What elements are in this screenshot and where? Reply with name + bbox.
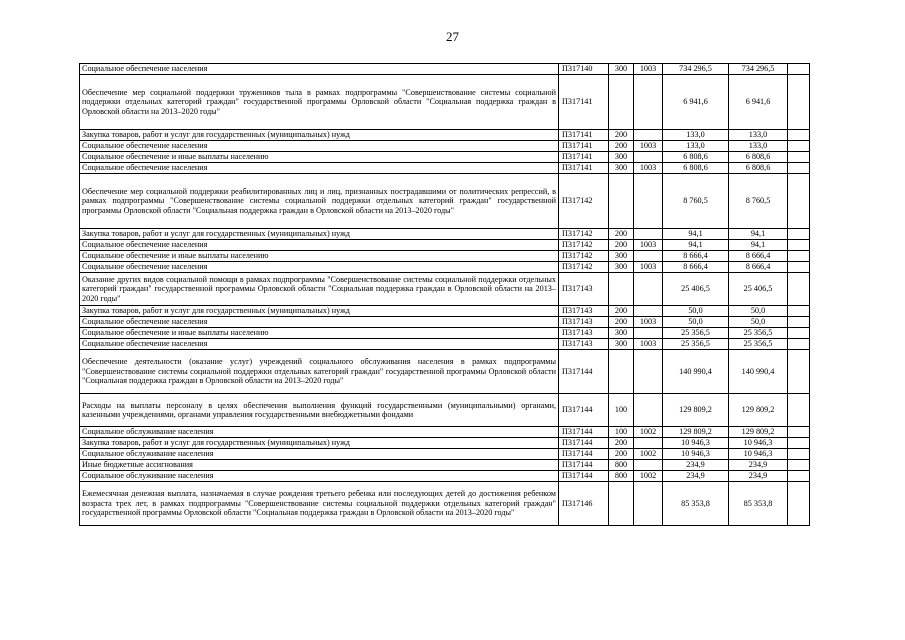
row-extra-cell bbox=[788, 251, 810, 262]
row-expense-type-cell: 200 bbox=[609, 317, 634, 328]
row-expense-type-cell: 300 bbox=[609, 328, 634, 339]
row-amount-cell: 133,0 bbox=[729, 141, 788, 152]
row-amount-cell: 85 353,8 bbox=[663, 482, 729, 526]
row-section-cell: 1003 bbox=[634, 141, 663, 152]
row-amount-cell: 50,0 bbox=[729, 317, 788, 328]
row-section-cell bbox=[634, 152, 663, 163]
row-amount-cell: 6 808,6 bbox=[663, 152, 729, 163]
row-section-cell bbox=[634, 306, 663, 317]
row-expense-type-cell: 100 bbox=[609, 427, 634, 438]
row-expense-type-cell bbox=[609, 350, 634, 394]
row-amount-cell: 133,0 bbox=[663, 130, 729, 141]
row-extra-cell bbox=[788, 174, 810, 229]
table-body bbox=[80, 64, 810, 526]
row-amount-cell: 50,0 bbox=[663, 306, 729, 317]
row-amount-cell: 94,1 bbox=[729, 229, 788, 240]
row-code-cell: П317144 bbox=[559, 427, 609, 438]
table-row bbox=[80, 471, 810, 482]
row-expense-type-cell bbox=[609, 75, 634, 130]
row-extra-cell bbox=[788, 449, 810, 460]
row-amount-cell: 50,0 bbox=[663, 317, 729, 328]
row-expense-type-cell: 800 bbox=[609, 471, 634, 482]
row-expense-type-cell: 200 bbox=[609, 449, 634, 460]
row-extra-cell bbox=[788, 240, 810, 251]
table-row bbox=[80, 141, 810, 152]
row-code-cell: П317143 bbox=[559, 328, 609, 339]
row-section-cell bbox=[634, 328, 663, 339]
row-code-cell: П317144 bbox=[559, 471, 609, 482]
row-code-cell: П317141 bbox=[559, 130, 609, 141]
row-amount-cell: 234,9 bbox=[663, 460, 729, 471]
row-name-cell: Закупка товаров, работ и услуг для государственных (муниципальных) нужд bbox=[80, 306, 559, 317]
row-expense-type-cell: 300 bbox=[609, 163, 634, 174]
row-code-cell: П317143 bbox=[559, 317, 609, 328]
row-expense-type-cell: 300 bbox=[609, 251, 634, 262]
table-row bbox=[80, 427, 810, 438]
row-expense-type-cell bbox=[609, 174, 634, 229]
row-extra-cell bbox=[788, 482, 810, 526]
row-code-cell: П317143 bbox=[559, 306, 609, 317]
table-row bbox=[80, 449, 810, 460]
row-code-cell: П317142 bbox=[559, 251, 609, 262]
row-name-cell: Социальное обеспечение населения bbox=[80, 163, 559, 174]
row-expense-type-cell: 300 bbox=[609, 64, 634, 75]
row-extra-cell bbox=[788, 130, 810, 141]
row-amount-cell: 10 946,3 bbox=[729, 449, 788, 460]
table-row bbox=[80, 174, 810, 229]
row-amount-cell: 234,9 bbox=[663, 471, 729, 482]
table-row bbox=[80, 460, 810, 471]
row-amount-cell: 25 356,5 bbox=[663, 339, 729, 350]
table-row bbox=[80, 317, 810, 328]
row-amount-cell: 25 406,5 bbox=[729, 273, 788, 306]
row-expense-type-cell: 200 bbox=[609, 438, 634, 449]
row-name-cell: Закупка товаров, работ и услуг для государственных (муниципальных) нужд bbox=[80, 130, 559, 141]
row-name-cell: Обеспечение мер социальной поддержки реабилитированных лиц и лиц, признанных пострадавшими от политических репрессий, в рамках подпрограммы "Совершенствование системы социальной поддержки отдельных категорий граждан" государственной программы Орловской области "Социальная поддержка граждан в Орловской области на 2013–2020 годы" bbox=[80, 174, 559, 229]
row-amount-cell: 129 809,2 bbox=[729, 394, 788, 427]
table-row bbox=[80, 64, 810, 75]
row-code-cell: П317144 bbox=[559, 438, 609, 449]
row-amount-cell: 25 406,5 bbox=[663, 273, 729, 306]
table-row bbox=[80, 163, 810, 174]
row-name-cell: Социальное обеспечение населения bbox=[80, 262, 559, 273]
row-name-cell: Социальное обеспечение населения bbox=[80, 141, 559, 152]
row-code-cell: П317146 bbox=[559, 482, 609, 526]
row-code-cell: П317141 bbox=[559, 141, 609, 152]
row-amount-cell: 734 296,5 bbox=[729, 64, 788, 75]
row-code-cell: П317142 bbox=[559, 240, 609, 251]
row-section-cell: 1002 bbox=[634, 449, 663, 460]
row-amount-cell: 25 356,5 bbox=[729, 328, 788, 339]
row-name-cell: Социальное обеспечение населения bbox=[80, 240, 559, 251]
row-extra-cell bbox=[788, 339, 810, 350]
row-expense-type-cell: 100 bbox=[609, 394, 634, 427]
row-extra-cell bbox=[788, 75, 810, 130]
row-amount-cell: 10 946,3 bbox=[729, 438, 788, 449]
row-amount-cell: 10 946,3 bbox=[663, 449, 729, 460]
row-section-cell: 1003 bbox=[634, 64, 663, 75]
row-section-cell bbox=[634, 394, 663, 427]
row-extra-cell bbox=[788, 317, 810, 328]
row-amount-cell: 50,0 bbox=[729, 306, 788, 317]
row-expense-type-cell: 200 bbox=[609, 240, 634, 251]
row-section-cell bbox=[634, 460, 663, 471]
row-code-cell: П317140 bbox=[559, 64, 609, 75]
row-expense-type-cell: 200 bbox=[609, 229, 634, 240]
row-amount-cell: 8 666,4 bbox=[663, 262, 729, 273]
row-expense-type-cell: 200 bbox=[609, 141, 634, 152]
row-amount-cell: 133,0 bbox=[663, 141, 729, 152]
row-section-cell bbox=[634, 251, 663, 262]
row-section-cell bbox=[634, 350, 663, 394]
row-code-cell: П317142 bbox=[559, 262, 609, 273]
table-row bbox=[80, 482, 810, 526]
row-code-cell: П317143 bbox=[559, 273, 609, 306]
row-amount-cell: 94,1 bbox=[729, 240, 788, 251]
row-name-cell: Социальное обслуживание населения bbox=[80, 471, 559, 482]
row-section-cell bbox=[634, 174, 663, 229]
table-row bbox=[80, 130, 810, 141]
row-expense-type-cell: 300 bbox=[609, 339, 634, 350]
row-code-cell: П317141 bbox=[559, 152, 609, 163]
row-expense-type-cell: 300 bbox=[609, 152, 634, 163]
row-extra-cell bbox=[788, 262, 810, 273]
row-amount-cell: 94,1 bbox=[663, 229, 729, 240]
row-expense-type-cell: 200 bbox=[609, 130, 634, 141]
table-row bbox=[80, 229, 810, 240]
row-name-cell: Социальное обеспечение и иные выплаты населению bbox=[80, 152, 559, 163]
row-extra-cell bbox=[788, 438, 810, 449]
row-extra-cell bbox=[788, 394, 810, 427]
row-extra-cell bbox=[788, 229, 810, 240]
table-row bbox=[80, 394, 810, 427]
row-section-cell: 1002 bbox=[634, 471, 663, 482]
row-section-cell: 1003 bbox=[634, 163, 663, 174]
table-row bbox=[80, 339, 810, 350]
row-extra-cell bbox=[788, 152, 810, 163]
row-section-cell bbox=[634, 75, 663, 130]
row-section-cell bbox=[634, 438, 663, 449]
row-code-cell: П317141 bbox=[559, 75, 609, 130]
row-extra-cell bbox=[788, 471, 810, 482]
row-name-cell: Расходы на выплаты персоналу в целях обеспечения выполнения функций государственными (муниципальными) органами, казенными учреждениями, органами управления государственными внебюджетными фондами bbox=[80, 394, 559, 427]
row-section-cell bbox=[634, 273, 663, 306]
table-row bbox=[80, 240, 810, 251]
row-expense-type-cell: 200 bbox=[609, 306, 634, 317]
row-amount-cell: 129 809,2 bbox=[729, 427, 788, 438]
row-extra-cell bbox=[788, 273, 810, 306]
row-amount-cell: 8 666,4 bbox=[729, 262, 788, 273]
row-amount-cell: 10 946,3 bbox=[663, 438, 729, 449]
row-extra-cell bbox=[788, 141, 810, 152]
row-amount-cell: 6 808,6 bbox=[729, 152, 788, 163]
row-amount-cell: 234,9 bbox=[729, 460, 788, 471]
row-extra-cell bbox=[788, 427, 810, 438]
row-amount-cell: 25 356,5 bbox=[663, 328, 729, 339]
table-row bbox=[80, 251, 810, 262]
row-extra-cell bbox=[788, 163, 810, 174]
row-name-cell: Иные бюджетные ассигнования bbox=[80, 460, 559, 471]
row-code-cell: П317143 bbox=[559, 339, 609, 350]
row-section-cell: 1002 bbox=[634, 427, 663, 438]
row-amount-cell: 140 990,4 bbox=[729, 350, 788, 394]
row-amount-cell: 129 809,2 bbox=[663, 427, 729, 438]
row-name-cell: Закупка товаров, работ и услуг для государственных (муниципальных) нужд bbox=[80, 229, 559, 240]
row-amount-cell: 8 666,4 bbox=[663, 251, 729, 262]
table-row bbox=[80, 328, 810, 339]
row-amount-cell: 734 296,5 bbox=[663, 64, 729, 75]
row-amount-cell: 140 990,4 bbox=[663, 350, 729, 394]
row-extra-cell bbox=[788, 306, 810, 317]
table-row bbox=[80, 262, 810, 273]
budget-table bbox=[79, 63, 810, 526]
row-amount-cell: 6 808,6 bbox=[729, 163, 788, 174]
row-code-cell: П317144 bbox=[559, 394, 609, 427]
row-name-cell: Социальное обеспечение и иные выплаты населению bbox=[80, 251, 559, 262]
row-section-cell: 1003 bbox=[634, 317, 663, 328]
row-name-cell: Обеспечение деятельности (оказание услуг) учреждений социального обслуживания населения в рамках подпрограммы "Совершенствование системы социальной поддержки отдельных категорий граждан" государственной программы Орловской области "Социальная поддержка граждан в Орловской области на 2013–2020 годы" bbox=[80, 350, 559, 394]
row-amount-cell: 6 941,6 bbox=[729, 75, 788, 130]
row-amount-cell: 94,1 bbox=[663, 240, 729, 251]
row-section-cell: 1003 bbox=[634, 240, 663, 251]
row-extra-cell bbox=[788, 460, 810, 471]
row-name-cell: Социальное обеспечение населения bbox=[80, 64, 559, 75]
row-code-cell: П317141 bbox=[559, 163, 609, 174]
row-section-cell: 1003 bbox=[634, 262, 663, 273]
table-row bbox=[80, 273, 810, 306]
table-row bbox=[80, 438, 810, 449]
row-section-cell bbox=[634, 229, 663, 240]
table-row bbox=[80, 306, 810, 317]
row-name-cell: Социальное обслуживание населения bbox=[80, 449, 559, 460]
row-section-cell bbox=[634, 130, 663, 141]
row-amount-cell: 25 356,5 bbox=[729, 339, 788, 350]
row-amount-cell: 234,9 bbox=[729, 471, 788, 482]
row-expense-type-cell bbox=[609, 482, 634, 526]
row-amount-cell: 8 760,5 bbox=[729, 174, 788, 229]
table-row bbox=[80, 350, 810, 394]
row-expense-type-cell bbox=[609, 273, 634, 306]
page-number: 27 bbox=[446, 29, 459, 44]
row-name-cell: Социальное обеспечение населения bbox=[80, 339, 559, 350]
row-section-cell: 1003 bbox=[634, 339, 663, 350]
row-amount-cell: 6 941,6 bbox=[663, 75, 729, 130]
row-amount-cell: 133,0 bbox=[729, 130, 788, 141]
row-amount-cell: 8 760,5 bbox=[663, 174, 729, 229]
row-name-cell: Обеспечение мер социальной поддержки тружеников тыла в рамках подпрограммы "Совершенствование системы социальной поддержки отдельных категорий граждан" государственной программы Орловской области "Социальная поддержка граждан в Орловской области на 2013–2020 годы" bbox=[80, 75, 559, 130]
row-expense-type-cell: 300 bbox=[609, 262, 634, 273]
row-expense-type-cell: 800 bbox=[609, 460, 634, 471]
row-code-cell: П317142 bbox=[559, 229, 609, 240]
row-name-cell: Ежемесячная денежная выплата, назначаемая в случае рождения третьего ребенка или последующих детей до достижения ребенком возраста трех лет, в рамках подпрограммы "Совершенствование системы социальной поддержки отдельных категорий граждан" государственной программы Орловской области "Социальная поддержка граждан в Орловской области на 2013–2020 годы" bbox=[80, 482, 559, 526]
row-name-cell: Закупка товаров, работ и услуг для государственных (муниципальных) нужд bbox=[80, 438, 559, 449]
row-code-cell: П317144 bbox=[559, 460, 609, 471]
table-row bbox=[80, 75, 810, 130]
row-amount-cell: 129 809,2 bbox=[663, 394, 729, 427]
row-name-cell: Социальное обеспечение населения bbox=[80, 317, 559, 328]
row-amount-cell: 85 353,8 bbox=[729, 482, 788, 526]
row-section-cell bbox=[634, 482, 663, 526]
row-extra-cell bbox=[788, 64, 810, 75]
table-row bbox=[80, 152, 810, 163]
row-code-cell: П317144 bbox=[559, 350, 609, 394]
row-code-cell: П317144 bbox=[559, 449, 609, 460]
row-amount-cell: 6 808,6 bbox=[663, 163, 729, 174]
row-name-cell: Оказание других видов социальной помощи в рамках подпрограммы "Совершенствование системы социальной поддержки отдельных категорий граждан" государственной программы Орловской области "Социальная поддержка граждан в Орловской области на 2013–2020 годы" bbox=[80, 273, 559, 306]
row-name-cell: Социальное обеспечение и иные выплаты населению bbox=[80, 328, 559, 339]
row-code-cell: П317142 bbox=[559, 174, 609, 229]
row-extra-cell bbox=[788, 350, 810, 394]
row-name-cell: Социальное обслуживание населения bbox=[80, 427, 559, 438]
row-extra-cell bbox=[788, 328, 810, 339]
row-amount-cell: 8 666,4 bbox=[729, 251, 788, 262]
